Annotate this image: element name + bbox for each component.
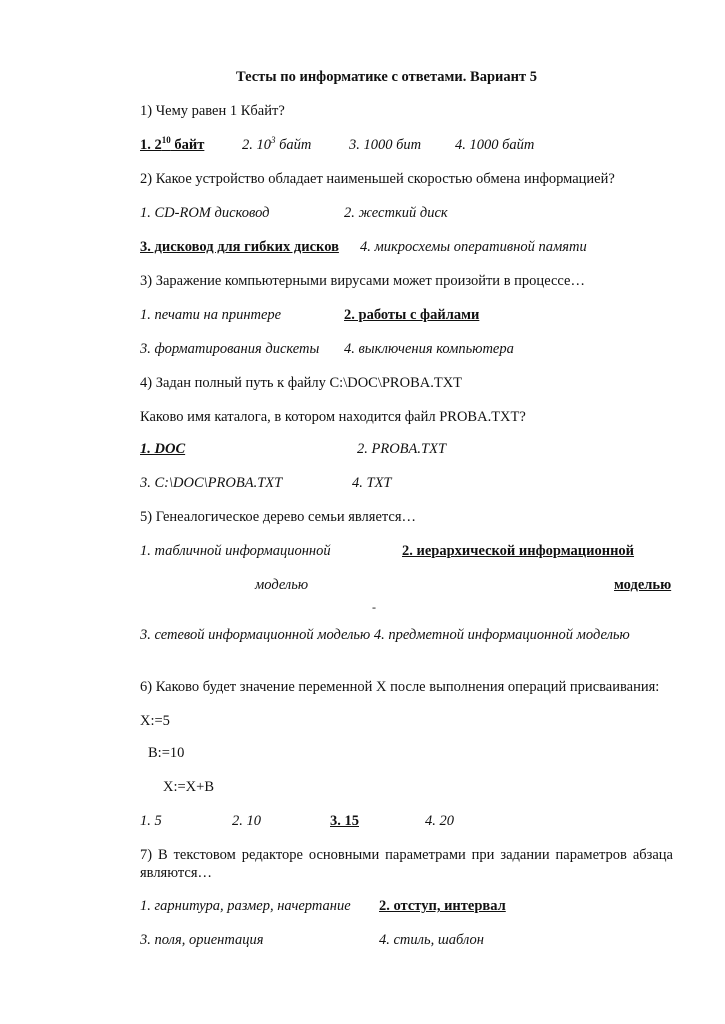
q6-answer-2: 2. 10 <box>232 813 261 829</box>
q7-answer-3: 3. поля, ориентация <box>140 932 264 948</box>
q2-answer-2: 2. жесткий диск <box>344 205 448 221</box>
page-title: Тесты по информатике с ответами. Вариант 5 <box>236 69 537 85</box>
q5-answer-1-continuation: моделью <box>255 577 309 593</box>
q5-answer-1: 1. табличной информационной <box>140 543 331 559</box>
q6-answer-3-correct: 3. 15 <box>330 813 359 829</box>
question-1: 1) Чему равен 1 Кбайт? <box>140 103 285 119</box>
q4-answer-2: 2. PROBA.TXT <box>357 441 447 457</box>
q3-answer-1: 1. печати на принтере <box>140 307 282 323</box>
question-4-subquestion: Каково имя каталога, в котором находится файл PROBA.TXT? <box>140 409 526 425</box>
q1-answer-3: 3. 1000 бит <box>349 137 422 153</box>
q3-answer-3: 3. форматирования дискеты <box>140 341 320 357</box>
q5-answer-2-continuation: моделью <box>614 577 672 593</box>
q2-answer-3-correct: 3. дисковод для гибких дисков <box>140 239 339 255</box>
question-4: 4) Задан полный путь к файлу C:\DOC\PROBA.TXT <box>140 375 463 391</box>
q1-answer-2: 2. $10^3$ байт <box>242 135 312 153</box>
q7-answer-4: 4. стиль, шаблон <box>379 932 484 948</box>
q2-answer-1: 1. CD-ROM дисковод <box>140 205 270 221</box>
question-5: 5) Генеалогическое дерево семьи является… <box>140 509 416 525</box>
q6-answer-4: 4. 20 <box>425 813 454 829</box>
q1-answer-4: 4. 1000 байт <box>455 137 535 153</box>
q4-answer-1-correct: 1. DOC <box>140 441 186 457</box>
q4-answer-3: 3. C:\DOC\PROBA.TXT <box>140 475 283 491</box>
question-7: 7) В текстовом редакторе основными параметрами при задании параметров абзаца являются… <box>140 847 673 881</box>
question-3: 3) Заражение компьютерными вирусами может произойти в процессе… <box>140 273 585 289</box>
code-line-2: B:=10 <box>148 745 185 761</box>
q7-answer-2-correct: 2. отступ, интервал <box>379 898 506 914</box>
question-2: 2) Какое устройство обладает наименьшей скоростью обмена информацией? <box>140 171 615 187</box>
q5-answers-3-4: 3. сетевой информационной моделью 4. предметной информационной моделью <box>140 627 630 643</box>
q1-answer-1-correct: 1. $2^{10}$ байт <box>140 135 205 153</box>
q4-answer-4: 4. TXT <box>352 475 392 491</box>
code-line-3: X:=X+B <box>163 779 214 795</box>
q3-answer-2-correct: 2. работы с файлами <box>344 307 480 323</box>
q7-answer-1: 1. гарнитура, размер, начертание <box>140 898 351 914</box>
code-line-1: X:=5 <box>140 713 170 729</box>
question-6: 6) Каково будет значение переменной X после выполнения операций присваивания: <box>140 679 660 695</box>
q5-answer-2-correct: 2. иерархической информационной <box>402 543 635 559</box>
q6-answer-1: 1. 5 <box>140 813 162 829</box>
q3-answer-4: 4. выключения компьютера <box>344 341 514 357</box>
stray-dash: - <box>372 600 376 614</box>
q2-answer-4: 4. микросхемы оперативной памяти <box>360 239 587 255</box>
